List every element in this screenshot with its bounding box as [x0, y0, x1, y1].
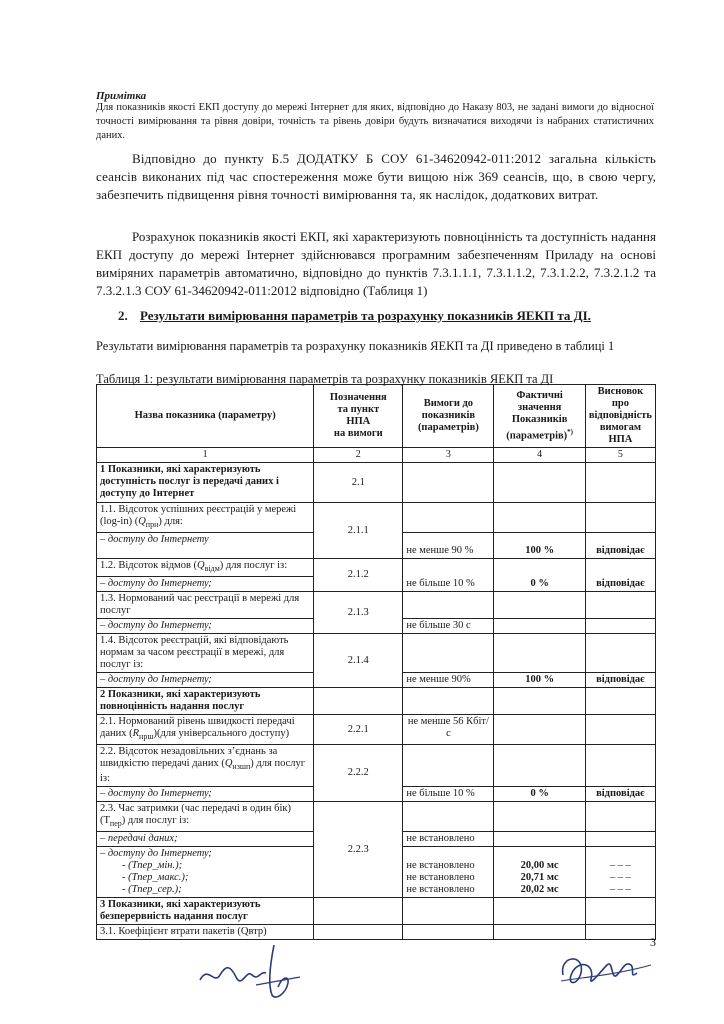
row-1-4-item: – доступу до Інтернету;	[97, 673, 314, 688]
row-2-3-conclusions: – – – – – – – – –	[585, 847, 655, 898]
row-1-2-code: 2.1.2	[314, 559, 403, 592]
row-1-2-title: 1.2. Відсоток відмов $(Q_{відм})$ для послуг із:	[97, 559, 314, 577]
table-row	[97, 634, 656, 673]
header-npa-line: на вимоги	[333, 428, 383, 439]
table-row	[97, 802, 656, 832]
row-2-2-requirement: не більше 10 %	[403, 787, 494, 802]
header-conclusion: Висновок про відповідність вимогам НПА	[585, 385, 655, 448]
table-row	[97, 559, 656, 577]
metric-min-label: - (Тпер_мін.);	[122, 860, 183, 872]
group-3-title: 3 Показники, які характеризують безперервність надання послуг	[97, 898, 314, 925]
table-row	[97, 463, 656, 503]
row-1-4-code: 2.1.4	[314, 634, 403, 688]
row-2-3-requirement-data: не встановлено	[403, 832, 494, 847]
column-number-row	[97, 448, 656, 463]
column-number: 4	[494, 448, 585, 463]
row-1-3-item: – доступу до Інтернету;	[97, 619, 314, 634]
header-actual-line: Фактичні	[516, 389, 563, 401]
header-actual	[494, 385, 585, 448]
row-2-3-actuals: 20,00 мс 20,71 мс 20,02 мс	[494, 847, 585, 898]
row-2-3-title: 2.3. Час затримки (час передачі в один бік) $(Т_{пер})$ для послуг із:	[97, 802, 314, 832]
row-1-4-title: 1.4. Відсоток реєстрацій, які відповідають нормам за часом реєстрації в мережі, для послуг із:	[97, 634, 314, 673]
column-number: 5	[585, 448, 655, 463]
paragraph-sessions: Відповідно до пункту Б.5 ДОДАТКУ Б СОУ 61-34620942-011:2012 загальна кількість сеансів виконаних під час спостереження може бути вищою ніж 369 сеансів, що, в свою чергу, забезпечить підвищення рівня точності вимірювання та, як наслідок, додаткових витрат.	[96, 151, 656, 202]
header-actual-line: Показників	[511, 413, 568, 425]
row-1-4-actual: 100 %	[494, 673, 585, 688]
row-1-2-conclusion: відповідає	[585, 559, 655, 592]
row-2-2-actual: 0 %	[494, 787, 585, 802]
header-npa-line: НПА	[346, 416, 371, 427]
row-2-1-title: 2.1. Нормований рівень швидкості передачі даних $(R_{нрш})(для$ універсального доступу)	[97, 715, 314, 745]
signature-left	[190, 935, 320, 1010]
section-intro: Результати вимірювання параметрів та розрахунку показників ЯЕКП та ДІ приведено в таблиці 1	[96, 339, 615, 353]
row-2-3-item-data: – передачі даних;	[97, 832, 314, 847]
group-1-code: 2.1	[314, 463, 403, 503]
note-title: Примітка	[96, 90, 147, 102]
table-row	[97, 715, 656, 745]
row-1-4-requirement: не менше 90%	[403, 673, 494, 688]
row-1-1-conclusion: відповідає	[585, 533, 655, 559]
row-2-1-code: 2.2.1	[314, 715, 403, 745]
column-number: 2	[314, 448, 403, 463]
results-table	[96, 384, 656, 940]
row-2-3-code: 2.2.3	[314, 802, 403, 898]
row-2-2-code: 2.2.2	[314, 745, 403, 802]
row-1-2-item: – доступу до Інтернету;	[97, 577, 314, 592]
row-3-1-title: 3.1. Коефіцієнт втрати пакетів (Qвтр)	[97, 925, 314, 940]
row-1-4-conclusion: відповідає	[585, 673, 655, 688]
row-2-2-conclusion: відповідає	[585, 787, 655, 802]
table-row	[97, 745, 656, 787]
row-1-2-actual: 0 %	[494, 559, 585, 592]
row-1-1-item: – доступу до Інтернету	[97, 533, 314, 559]
row-1-1-requirement: не менше 90 %	[403, 533, 494, 559]
row-2-2-item: – доступу до Інтернету;	[97, 787, 314, 802]
column-number: 3	[403, 448, 494, 463]
column-number: 1	[97, 448, 314, 463]
row-1-1-code: 2.1.1	[314, 503, 403, 559]
header-npa	[314, 385, 403, 448]
header-actual-footnote: *)	[567, 427, 574, 436]
metric-max-label: - (Тпер_макс.);	[122, 872, 189, 884]
row-1-2-requirement: не більше 10 %	[403, 559, 494, 592]
header-npa-line: Позначення	[329, 392, 387, 403]
row-2-1-requirement: не менше 56 Кбіт/с	[403, 715, 494, 745]
metric-avg-label: - (Тпер_сер.);	[122, 884, 182, 896]
row-2-3-item-internet: – доступу до Інтернету; - (Тпер_мін.); - (Тпер_макс.); - (Тпер_сер.);	[97, 847, 314, 898]
paragraph-calculation: Розрахунок показників якості ЕКП, які характеризують повноцінність та доступність надання ЕКП доступу до мережі Інтернет здійснювався програмним забезпеченням Приладу на основі виміряних параметрів автоматично, відповідно до пунктів 7.3.1.1.1, 7.3.1.1.2, 7.3.1.2.2, 7.3.2.1.2 та 7.3.2.1.3 СОУ 61-34620942-011:2012 відповідно (Таблиця 1)	[96, 229, 656, 298]
row-2-3-requirements: не встановлено не встановлено не встановлено	[403, 847, 494, 898]
table-caption: Таблиця 1: результати вимірювання параметрів та розрахунку показників ЯЕКП та ДІ	[96, 372, 554, 386]
page-number: 3	[650, 935, 656, 949]
section-number: 2.	[118, 308, 128, 323]
table-row	[97, 688, 656, 715]
table-row	[97, 592, 656, 619]
row-1-1-title: 1.1. Відсоток успішних реєстрацій у мережі (log-in) $(Q_{прн})$ для:	[97, 503, 314, 533]
header-actual-line: (параметрів)	[506, 430, 568, 442]
header-npa-line: та пункт	[337, 404, 380, 415]
table-row	[97, 898, 656, 925]
table-header-row	[97, 385, 656, 448]
signature-right	[555, 935, 665, 1005]
header-actual-line: значення	[517, 401, 562, 413]
table-row	[97, 503, 656, 533]
header-requirements: Вимоги до показників (параметрів)	[403, 385, 494, 448]
row-1-3-code: 2.1.3	[314, 592, 403, 634]
group-1-title: 1 Показники, які характеризують доступність послуг із передачі даних і доступу до Інтернет	[97, 463, 314, 503]
group-2-title: 2 Показники, які характеризують повноцінність надання послуг	[97, 688, 314, 715]
row-1-1-actual: 100 %	[494, 533, 585, 559]
header-name: Назва показника (параметру)	[97, 385, 314, 448]
row-1-3-title: 1.3. Нормований час реєстрації в мережі для послуг	[97, 592, 314, 619]
section-title: Результати вимірювання параметрів та розрахунку показників ЯЕКП та ДІ.	[140, 308, 591, 323]
note-body: Для показників якості ЕКП доступу до мережі Інтернет для яких, відповідно до Наказу 803, не задані вимоги до відносної точності вимірювання та рівня довіри, точність та рівень довіри будуть визначатися виходячи із набраних статистичних даних.	[96, 102, 654, 141]
row-2-2-title: 2.2. Відсоток незадовільних з’єднань за швидкістю передачі даних $(Q_{нзшп})$ для послуг із:	[97, 745, 314, 787]
row-1-3-requirement: не більше 30 с	[403, 619, 494, 634]
section-heading	[118, 308, 591, 324]
